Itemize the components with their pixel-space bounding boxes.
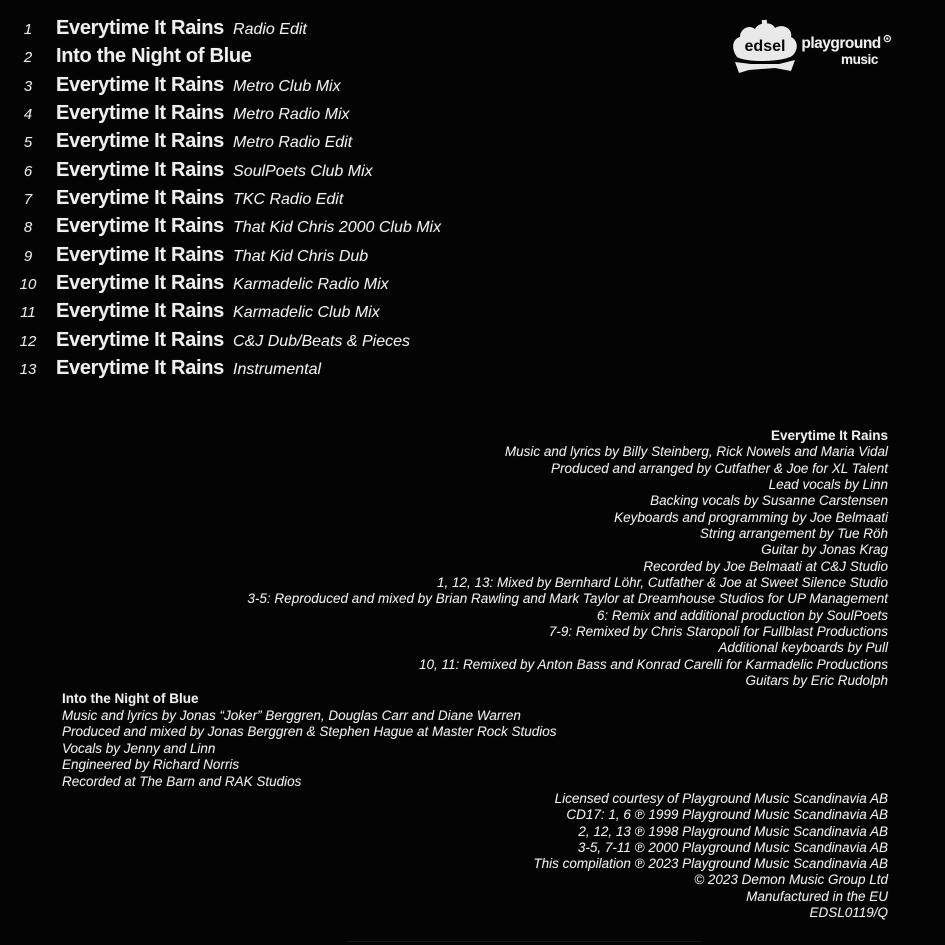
track-row <box>8 71 441 99</box>
credit-line: Recorded by Joe Belmaati at C&J Studio <box>643 558 888 574</box>
credit-line: 7-9: Remixed by Chris Staropoli for Fullblast Productions <box>548 624 888 640</box>
track-row <box>8 127 441 155</box>
scan-edge-line <box>347 941 702 942</box>
track-title: Everytime It Rains <box>56 356 225 379</box>
playground-logo-word2: music <box>840 51 878 67</box>
credit-line: 6: Remix and additional production by SoulPoets <box>596 607 888 623</box>
track-row <box>8 184 441 212</box>
track-subtitle: Radio Edit <box>233 21 307 38</box>
playground-target-icon: ⊙ <box>882 33 892 45</box>
track-title: Everytime It Rains <box>56 215 225 238</box>
track-row <box>8 14 441 42</box>
track-subtitle: Metro Radio Mix <box>233 105 350 123</box>
credits-itnob-lines <box>62 708 557 791</box>
track-title: Into the Night of Blue <box>56 45 252 68</box>
edsel-logo-word: edsel <box>744 38 786 55</box>
track-number: 6 <box>23 162 33 180</box>
track-subtitle: C&J Dub/Beats & Pieces <box>233 332 410 350</box>
licensing-line: © 2023 Demon Music Group Ltd <box>694 872 888 888</box>
credit-line: Produced and arranged by Cutfather & Joe for XL Talent <box>551 460 888 476</box>
track-number: 10 <box>19 275 37 293</box>
track-title: Everytime It Rains <box>56 73 225 96</box>
track-number: 3 <box>23 77 33 95</box>
track-number: 7 <box>23 190 33 208</box>
track-number: 12 <box>19 332 37 350</box>
track-row <box>8 269 441 297</box>
credit-line: Vocals by Jenny and Linn <box>62 740 216 756</box>
track-row <box>8 42 441 70</box>
credit-line: Backing vocals by Susanne Carstensen <box>650 493 888 509</box>
track-row <box>8 241 441 269</box>
track-subtitle: That Kid Chris Dub <box>233 247 369 265</box>
credits-everytime-it-rains <box>247 428 888 690</box>
track-subtitle: Instrumental <box>233 360 322 378</box>
credit-line: Engineered by Richard Norris <box>62 757 240 773</box>
track-subtitle: That Kid Chris 2000 Club Mix <box>233 219 442 237</box>
track-title: Everytime It Rains <box>56 300 225 323</box>
track-number: 1 <box>23 21 33 38</box>
licensing-line: CD17: 1, 6 ℗ 1999 Playground Music Scandinavia AB <box>566 807 888 823</box>
track-title: Everytime It Rains <box>56 271 225 294</box>
tracklist <box>8 14 441 382</box>
track-row <box>8 297 441 325</box>
licensing-line: Manufactured in the EU <box>746 888 888 904</box>
credit-line: 10, 11: Remixed by Anton Bass and Konrad Carelli for Karmadelic Productions <box>419 656 888 672</box>
track-title: Everytime It Rains <box>56 17 225 39</box>
licensing-block <box>533 791 888 921</box>
track-row <box>8 99 441 127</box>
credits-itnob-heading: Into the Night of Blue <box>62 691 199 706</box>
credit-line: Produced and mixed by Jonas Berggren & Stephen Hague at Master Rock Studios <box>62 724 557 740</box>
track-number: 9 <box>23 247 33 265</box>
credit-line: Recorded at The Barn and RAK Studios <box>62 773 302 789</box>
credits-eir-heading: Everytime It Rains <box>770 428 888 443</box>
track-number: 8 <box>23 219 33 237</box>
credits-eir-lines <box>247 444 888 689</box>
track-subtitle: Metro Radio Edit <box>233 134 353 152</box>
licensing-line: Licensed courtesy of Playground Music Scandinavia AB <box>554 791 888 806</box>
track-subtitle: Karmadelic Club Mix <box>233 304 380 322</box>
credit-line: Keyboards and programming by Joe Belmaati <box>614 509 888 525</box>
track-number: 11 <box>20 304 36 322</box>
track-row <box>8 326 441 354</box>
playground-logo-word: playground <box>801 35 881 52</box>
credit-line: String arrangement by Tue Röh <box>699 526 888 542</box>
licensing-line: 3-5, 7-11 ℗ 2000 Playground Music Scandinavia AB <box>577 839 888 855</box>
track-title: Everytime It Rains <box>56 101 225 124</box>
track-title: Everytime It Rains <box>56 328 225 351</box>
credit-line: 1, 12, 13: Mixed by Bernhard Löhr, Cutfather & Joe at Sweet Silence Studio <box>436 575 888 591</box>
credit-line: Guitar by Jonas Krag <box>761 542 888 558</box>
track-number: 4 <box>23 105 33 123</box>
track-subtitle: TKC Radio Edit <box>233 190 344 208</box>
credit-line: Music and lyrics by Jonas “Joker” Berggren, Douglas Carr and Diane Warren <box>62 707 521 723</box>
credit-line: Guitars by Eric Rudolph <box>745 673 888 689</box>
credit-line: Additional keyboards by Pull <box>718 640 888 656</box>
licensing-line: EDSL0119/Q <box>809 905 888 921</box>
edsel-logo <box>727 19 803 77</box>
track-number: 2 <box>23 49 33 67</box>
credit-line: 3-5: Reproduced and mixed by Brian Rawling and Mark Taylor at Dreamhouse Studios for UP Management <box>247 591 888 607</box>
track-title: Everytime It Rains <box>56 158 225 181</box>
track-row <box>8 212 441 240</box>
track-title: Everytime It Rains <box>56 130 225 153</box>
track-row <box>8 156 441 184</box>
track-number: 13 <box>19 360 37 378</box>
credits-into-the-night-of-blue <box>62 691 557 791</box>
track-subtitle: Metro Club Mix <box>233 77 341 95</box>
track-title: Everytime It Rains <box>56 243 225 266</box>
licensing-line: 2, 12, 13 ℗ 1998 Playground Music Scandinavia AB <box>578 823 888 839</box>
track-number: 5 <box>23 134 33 152</box>
track-title: Everytime It Rains <box>56 186 225 209</box>
track-subtitle: SoulPoets Club Mix <box>233 162 373 180</box>
credit-line: Music and lyrics by Billy Steinberg, Rick Nowels and Maria Vidal <box>504 444 888 460</box>
licensing-line: This compilation ℗ 2023 Playground Music Scandinavia AB <box>533 856 888 872</box>
track-row <box>8 354 441 382</box>
playground-music-logo <box>801 33 892 67</box>
track-subtitle: Karmadelic Radio Mix <box>233 275 389 293</box>
credit-line: Lead vocals by Linn <box>768 477 888 493</box>
